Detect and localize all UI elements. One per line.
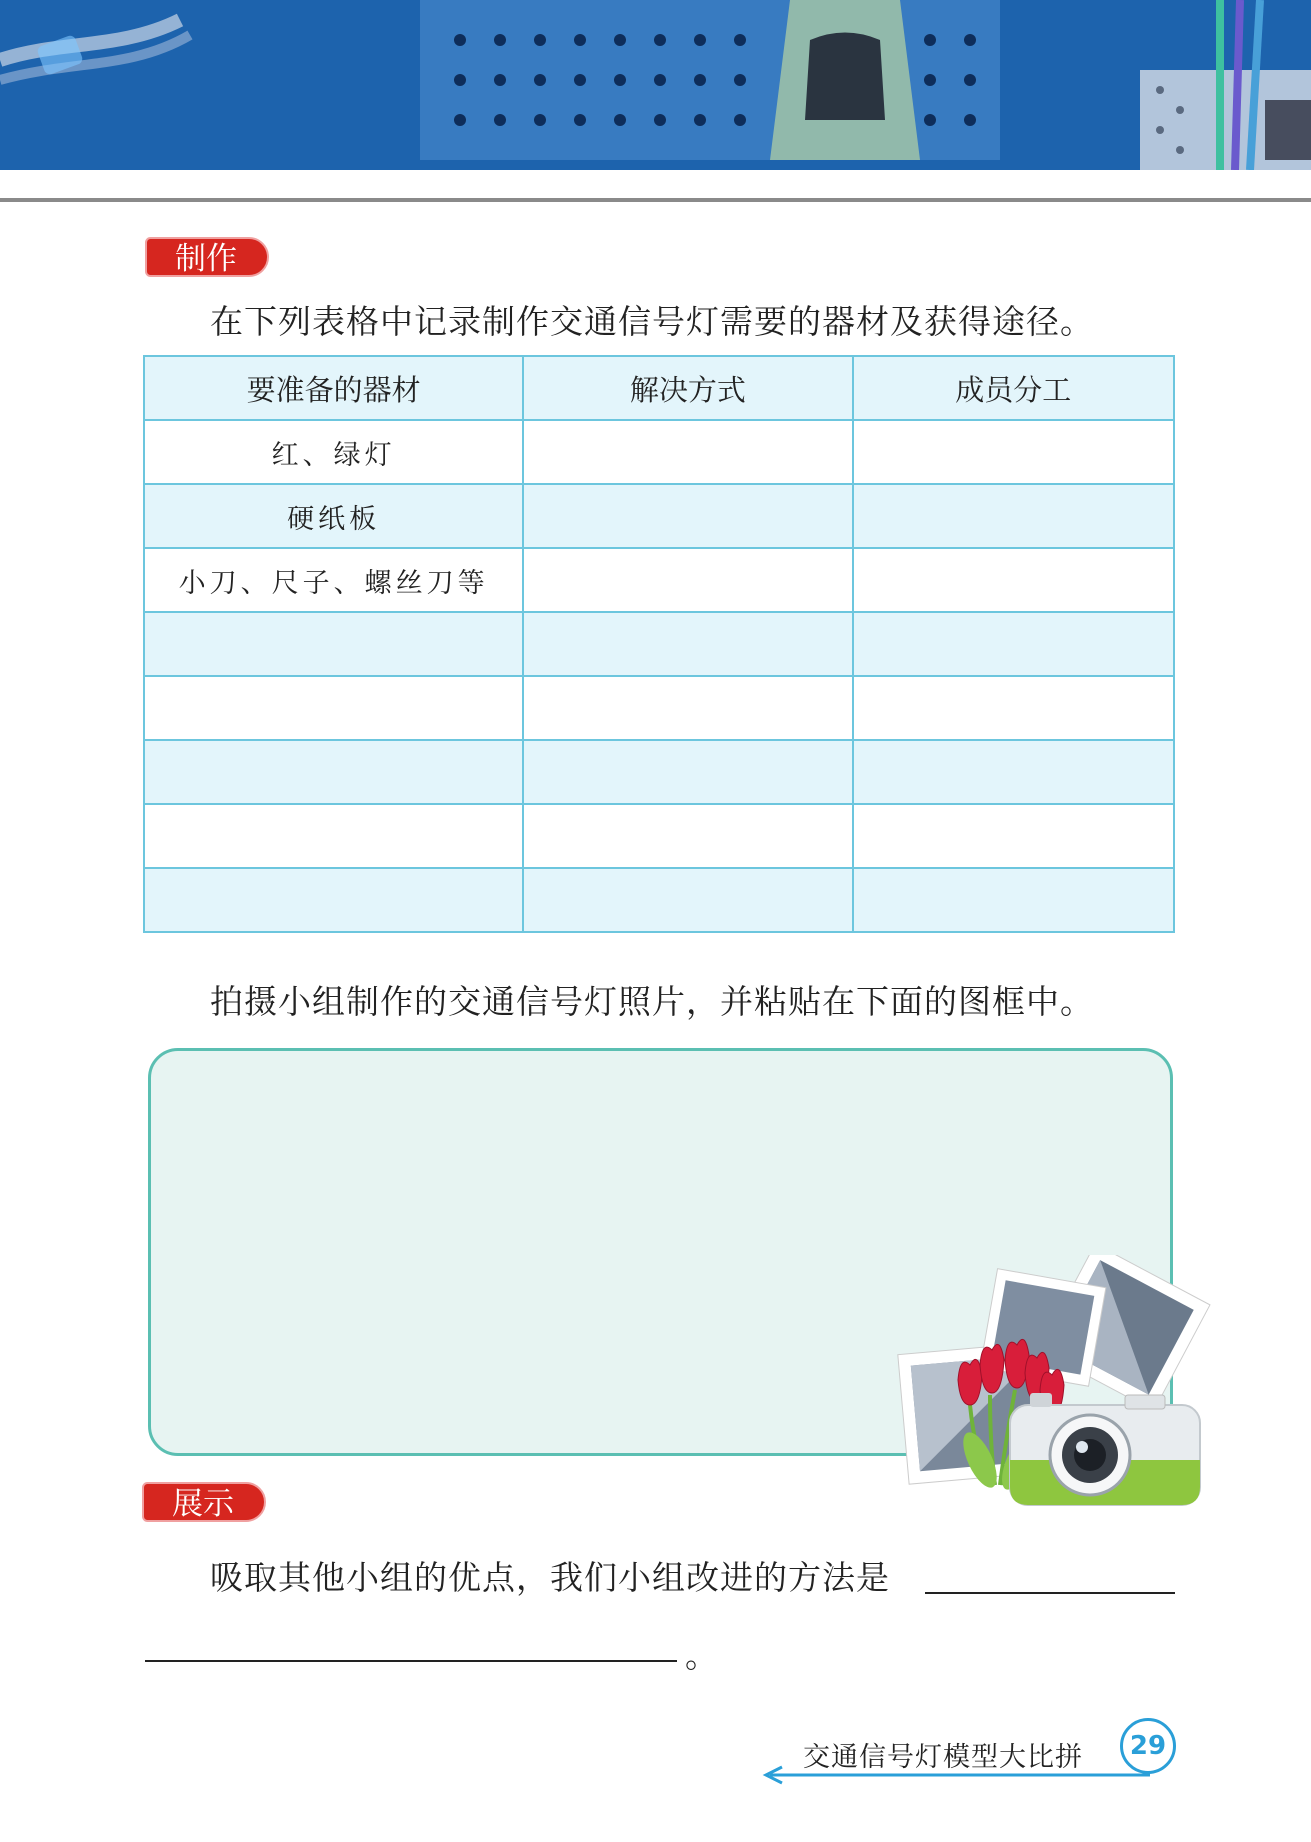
- table-cell-input[interactable]: [523, 868, 852, 932]
- table-cell-input[interactable]: [523, 740, 852, 804]
- table-cell-input[interactable]: [853, 484, 1174, 548]
- answer-blank-line-2[interactable]: [145, 1660, 677, 1662]
- table-row: [144, 868, 1174, 932]
- table-cell-input[interactable]: [144, 612, 523, 676]
- answer-blank-line-1[interactable]: [925, 1592, 1175, 1594]
- table-cell-input[interactable]: [523, 676, 852, 740]
- table-cell-input[interactable]: [144, 740, 523, 804]
- end-punctuation: 。: [685, 1636, 718, 1675]
- photo-instruction: 拍摄小组制作的交通信号灯照片，并粘贴在下面的图框中。: [210, 982, 1094, 1021]
- table-cell: 硬纸板: [144, 484, 523, 548]
- table-cell-input[interactable]: [144, 868, 523, 932]
- table-cell-input[interactable]: [523, 804, 852, 868]
- header-solution: 解决方式: [523, 356, 852, 420]
- improve-prompt: 吸取其他小组的优点，我们小组改进的方法是: [210, 1558, 890, 1597]
- table-cell-input[interactable]: [853, 804, 1174, 868]
- table-cell-input[interactable]: [853, 612, 1174, 676]
- materials-table: [143, 355, 1175, 933]
- table-row: [144, 420, 1174, 484]
- table-row: [144, 484, 1174, 548]
- table-cell-input[interactable]: [523, 420, 852, 484]
- header-divider: [0, 198, 1311, 202]
- section-tag-show: 展示: [142, 1482, 266, 1522]
- table-row: [144, 612, 1174, 676]
- table-cell-input[interactable]: [144, 676, 523, 740]
- section-tag-make: 制作: [145, 237, 269, 277]
- table-cell-input[interactable]: [144, 804, 523, 868]
- page-number-badge: 29: [1120, 1718, 1176, 1774]
- table-row: [144, 740, 1174, 804]
- table-row: [144, 548, 1174, 612]
- footer-arrow-icon: [760, 1765, 1155, 1789]
- camera-tulips-illustration: [890, 1255, 1230, 1519]
- header-materials: 要准备的器材: [144, 356, 523, 420]
- table-cell: 红、绿灯: [144, 420, 523, 484]
- table-cell-input[interactable]: [853, 420, 1174, 484]
- header-banner-image: [0, 0, 1311, 170]
- table-cell-input[interactable]: [523, 484, 852, 548]
- table-row: [144, 676, 1174, 740]
- table-header-row: [144, 356, 1174, 420]
- table-row: [144, 804, 1174, 868]
- table-instruction: 在下列表格中记录制作交通信号灯需要的器材及获得途径。: [210, 302, 1094, 341]
- table-cell-input[interactable]: [523, 548, 852, 612]
- table-cell-input[interactable]: [853, 676, 1174, 740]
- header-division: 成员分工: [853, 356, 1174, 420]
- table-cell: 小刀、尺子、螺丝刀等: [144, 548, 523, 612]
- table-cell-input[interactable]: [523, 612, 852, 676]
- table-cell-input[interactable]: [853, 548, 1174, 612]
- footer-chapter-title: 交通信号灯模型大比拼: [803, 1742, 1083, 1773]
- table-cell-input[interactable]: [853, 740, 1174, 804]
- table-cell-input[interactable]: [853, 868, 1174, 932]
